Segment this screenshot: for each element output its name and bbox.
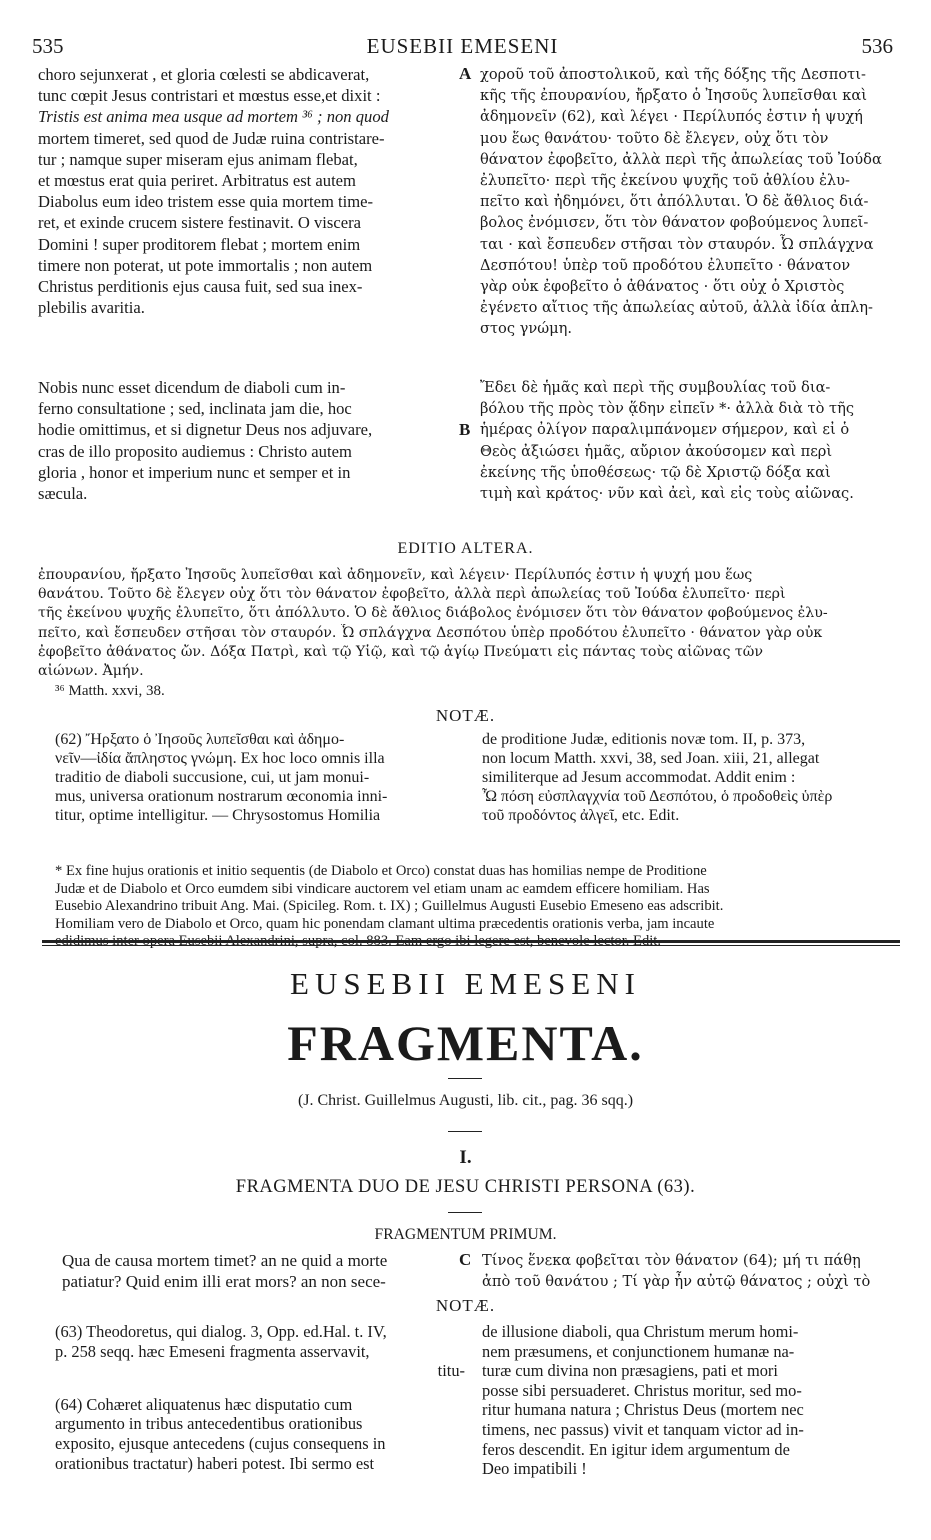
note-line: Ὦ πόση εὐσπλαγχνία τοῦ Δεσπότου, ὁ προδοθεὶς ὑπὲρ (482, 788, 833, 805)
text-line: ἀδημονεῖν (62), καὶ λέγει · Περίλυπός ἐστιν ἡ ψυχή (480, 108, 863, 126)
text-line: ἐφοβεῖτο ἀθάνατος ὤν. Δόξα Πατρὶ, καὶ τῷ Υἱῷ, καὶ τῷ ἁγίῳ Πνεύματι εἰς πάντας τοὺς αἰῶνας τῶν (38, 643, 763, 660)
short-rule (448, 1131, 482, 1132)
editorial-note (55, 863, 897, 951)
text-line: tur ; namque super miseram ejus animam flebat, (38, 149, 358, 169)
notae2-left-column (55, 1322, 465, 1473)
note-line: * Ex fine hujus orationis et initio sequentis (de Diabolo et Orco) constat duas has homilias nempe de Proditione (55, 863, 707, 879)
column-number-left: 535 (32, 34, 64, 58)
note-line: turæ cum divina non præsagiens, pati et mori (482, 1361, 778, 1381)
note-line: feros descendit. En igitur idem argumentum de (482, 1439, 790, 1459)
text-line: choro sejunxerat , et gloria cœlesti se abdicaverat, (38, 65, 370, 84)
note-line: ritur humana natura ; Christus Deus (mortem nec (482, 1400, 804, 1420)
note-line: Deo impatibili ! (482, 1459, 587, 1479)
note-line: timens, nec passus) vivit et tanquam victor ad in- (482, 1419, 804, 1439)
note-line: Judæ et de Diabolo et Orco eumdem sibi vindicare auctorem vel etiam unam ac eamdem efficere homiliam. Has (55, 880, 710, 897)
note-line: nem præsumens, et conjunctionem humanæ na- (482, 1341, 795, 1361)
text-line: ται · καὶ ἔσπευδεν στῆσαι τὸν σταυρόν. Ὦ σπλάγχνα (480, 235, 874, 253)
text-line: sæcula. (38, 484, 88, 504)
text-line: hodie omittimus, et si dignetur Deus nos adjuvare, (38, 420, 373, 440)
text-line: Christus perditionis ejus causa fuit, sed sua inex- (38, 277, 363, 297)
text-line: Diabolus eum ideo tristem esse quia mortem time- (38, 192, 374, 212)
work-author-title: EUSEBII EMESENI (290, 966, 641, 1001)
section-title: FRAGMENTA DUO DE JESU CHRISTI PERSONA (63). (235, 1177, 696, 1197)
column-marker-b: B (459, 420, 471, 439)
notae-right-column (482, 730, 898, 825)
note-line: (64) Cohæret aliquatenus hæc disputatio cum (55, 1394, 353, 1414)
text-line: ἐλυπεῖτο· περὶ τῆς ἐκείνου ψυχῆς τοῦ ἀθλίου ἐλυ- (480, 172, 850, 190)
running-header (32, 34, 893, 60)
notae2-right-column (482, 1322, 898, 1479)
note-line: orationibus tractatur) haberi potest. Ibi sermo est (55, 1453, 375, 1473)
latin-text-bottom (38, 377, 456, 504)
text-line: κῆς τῆς ἐπουρανίου, ἤρξατο ὁ Ἰησοῦς λυπεῖσθαι καὶ (480, 87, 867, 105)
text-line: βολος ἐνόμισεν, ὅτι τὸν θάνατον φοβούμενος λυπεῖ- (480, 214, 869, 232)
text-line: ἐγένετο αἴτιος τῆς ἀπωλείας αὐτοῦ, ἀλλὰ ἰδία ἀπλη- (480, 299, 873, 317)
section-divider (42, 945, 900, 946)
greek-text-bottom (480, 377, 898, 504)
note-line: argumento in tribus antecedentibus orationibus (55, 1414, 363, 1434)
text-line: plebilis avaritia. (38, 298, 145, 318)
text-line: Domini ! super proditorem flebat ; mortem enim (38, 234, 361, 254)
column-marker-c: C (459, 1250, 472, 1269)
text-line: Nobis nunc esset dicendum de diaboli cum in- (38, 378, 346, 397)
fragment-greek (482, 1250, 898, 1292)
section-divider (42, 940, 900, 943)
text-line: θανάτου. Τοῦτο δὲ ἔλεγεν οὐχ ὅτι τὸν θάνατον ἐφοβεῖτο, ἀλλὰ περὶ ἀπωλείας τοῦ Ἰούδα ἐλυπεῖτο· περὶ (38, 586, 786, 603)
fragment-latin (62, 1250, 454, 1292)
text-line: gloria , honor et imperium nunc et semper et in (38, 462, 351, 482)
text-line: ἐκείνης τῆς ὑποθέσεως· τῷ δὲ Χριστῷ δόξα καὶ (480, 463, 831, 481)
text-line: αἰώνων. Ἀμήν. (38, 663, 144, 680)
text-line: ferno consultatione ; sed, inclinata jam die, hoc (38, 399, 352, 419)
text-line: μου ἕως θανάτου· τοῦτο δὲ ἔλεγεν, οὐχ ὅτι τὸν (480, 129, 829, 147)
section-number: I. (459, 1147, 472, 1168)
note-line: similiterque ad Jesum accommodat. Addit enim : (482, 769, 796, 786)
work-title: FRAGMENTA. (287, 1015, 644, 1071)
short-rule (448, 1078, 482, 1079)
text-line: χοροῦ τοῦ ἀποστολικοῦ, καὶ τῆς δόξης τῆς Δεσποτι- (480, 66, 866, 83)
text-line: Τίνος ἕνεκα φοβεῖται τὸν θάνατον (64); μή τι πάθῃ (482, 1252, 861, 1269)
text-line: θάνατον ἐφοβεῖτο, ἀλλὰ περὶ τῆς ἀπωλείας τοῦ Ἰούδα (480, 150, 882, 168)
text-line: Ἔδει δὲ ἡμᾶς καὶ περὶ τῆς συμβουλίας τοῦ δια- (480, 379, 831, 396)
note-line: (63) Theodoretus, qui dialog. 3, Opp. ed.Hal. t. IV, (55, 1322, 387, 1341)
footnote-36: ³⁶ Matth. xxvi, 38. (55, 683, 165, 699)
text-line: πεῖτο, καὶ ἔσπευδεν στῆσαι τὸν σταυρόν. Ὦ σπλάγχνα Δεσπότου ὑπὲρ προδότου ἐλυπεῖτο · θάνατον γὰρ οὐκ (38, 624, 823, 641)
text-line: patiatur? Quid enim illi erat mors? an non sece- (62, 1272, 386, 1291)
note-line: τοῦ προδόντος ἀλγεῖ, etc. Edit. (482, 807, 680, 824)
editio-altera-text (38, 566, 896, 681)
text-line: τιμὴ καὶ κράτος· νῦν καὶ ἀεὶ, καὶ εἰς τοὺς αἰῶνας. (480, 485, 854, 503)
text-line: ἐπουρανίου, ἤρξατο Ἰησοῦς λυπεῖσθαι καὶ ἀδημονεῖν, καὶ λέγειν· Περίλυπός ἐστιν ἡ ψυχή μου ἕως (38, 567, 753, 583)
text-line: timere non poterat, ut pote immortalis ; non autem (38, 255, 373, 275)
text-line: τῆς ἐκείνου ψυχῆς ἐλυπεῖτο, ὅτι ἀπόλλυτο. Ὁ δὲ ἄθλιος διάβολος ἐνόμισεν ὅτι τὸν θάνατον φοβούμενος ἐλυ- (38, 605, 828, 622)
short-rule (448, 1212, 482, 1213)
note-line: non locum Matth. xxvi, 38, sed Joan. xiii, 21, allegat (482, 750, 820, 767)
note-line: titur, optime intelligitur. — Chrysostomus Homilia (55, 807, 381, 824)
note-line: (62) Ἤρξατο ὁ Ἰησοῦς λυπεῖσθαι καὶ ἀδημο- (55, 731, 345, 748)
column-number-right: 536 (861, 34, 893, 58)
note-line: posse sibi persuaderet. Christus moritur, sed mo- (482, 1380, 802, 1400)
notae-heading-2: NOTÆ. (435, 1296, 496, 1315)
note-line: mus, universa orationum nostrarum œconomia inni- (55, 788, 388, 805)
text-line: Θεὸς ἀξιώσει ἡμᾶς, αὔριον ἀκούσομεν καὶ περὶ (480, 442, 833, 460)
note-line: exposito, ejusque antecedens (cujus consequens in (55, 1433, 386, 1453)
text-line: βόλου τῆς πρὸς τὸν ᾅδην εἰπεῖν *· ἀλλὰ διὰ τὸ τῆς (480, 400, 855, 418)
text-line: ἀπὸ τοῦ θανάτου ; Τί γὰρ ἦν αὐτῷ θάνατος ; οὐχὶ τὸ (482, 1273, 871, 1290)
text-line: ret, et exinde crucem sistere festinavit. O viscera (38, 213, 361, 233)
text-line: στος γνώμη. (480, 320, 572, 338)
note-line (55, 1381, 465, 1395)
note-line: traditio de diaboli succusione, cui, ut jam monui- (55, 769, 370, 786)
text-line: Qua de causa mortem timet? an ne quid a morte (62, 1251, 388, 1270)
text-line: cras de illo proposito audiemus : Christo autem (38, 441, 352, 461)
editio-altera-heading: EDITIO ALTERA. (397, 540, 534, 557)
fragment-heading: FRAGMENTUM PRIMUM. (374, 1226, 557, 1243)
text-line: ἡμέρας ὀλίγον παραλιμπάνομεν σήμερον, καὶ εἰ ὁ (480, 421, 850, 439)
running-title: EUSEBII EMESENI (366, 34, 559, 58)
note-line: Eusebio Alexandrino tribuit Ang. Mai. (Spicileg. Rom. t. IX) ; Guillelmus Augusti Eusebio Emeseno eas adscribit. (55, 898, 724, 915)
note-line: de proditione Judæ, editionis novæ tom. II, p. 373, (482, 731, 806, 748)
note-line: titu- (437, 1361, 465, 1381)
latin-text-top (38, 64, 456, 318)
greek-text-top (480, 64, 898, 340)
note-line: Homiliam vero de Diabolo et Orco, quam hic ponendam clamant ultima præcedentis orationis verba, jam incaute (55, 915, 715, 932)
text-line: Tristis est anima mea usque ad mortem ³⁶ ; non quod (38, 107, 389, 127)
column-marker-a: A (459, 64, 472, 83)
notae-heading: NOTÆ. (435, 706, 496, 725)
source-citation: (J. Christ. Guillelmus Augusti, lib. cit., pag. 36 sqq.) (297, 1092, 634, 1109)
text-line: Δεσπότου! ὑπὲρ τοῦ προδότου ἐλυπεῖτο · θάνατον (480, 256, 851, 274)
text-line: et mœstus erat quia periret. Arbitratus est autem (38, 171, 356, 191)
note-line: de illusione diaboli, qua Christum merum homi- (482, 1322, 799, 1341)
note-line: p. 258 seqq. hæc Emeseni fragmenta asservavit, (55, 1341, 370, 1361)
text-line: tunc cœpit Jesus contristari et mœstus esse,et dixit : (38, 86, 381, 106)
text-line: γὰρ οὐκ ἐφοβεῖτο ὁ ἀθάνατος · ὅτι οὐχ ὁ Χριστὸς (480, 278, 845, 296)
text-line: mortem timeret, sed quod de Judæ ruina contristare- (38, 128, 385, 148)
note-line: νεῖν—ἰδία ἄπληστος γνώμη. Ex hoc loco omnis illa (55, 750, 385, 767)
text-line: πεῖτο καὶ ἠδημόνει, ὅτι ἀπόλλυται. Ὁ δὲ ἄθλιος διά- (480, 193, 869, 211)
notae-left-column (55, 730, 465, 825)
